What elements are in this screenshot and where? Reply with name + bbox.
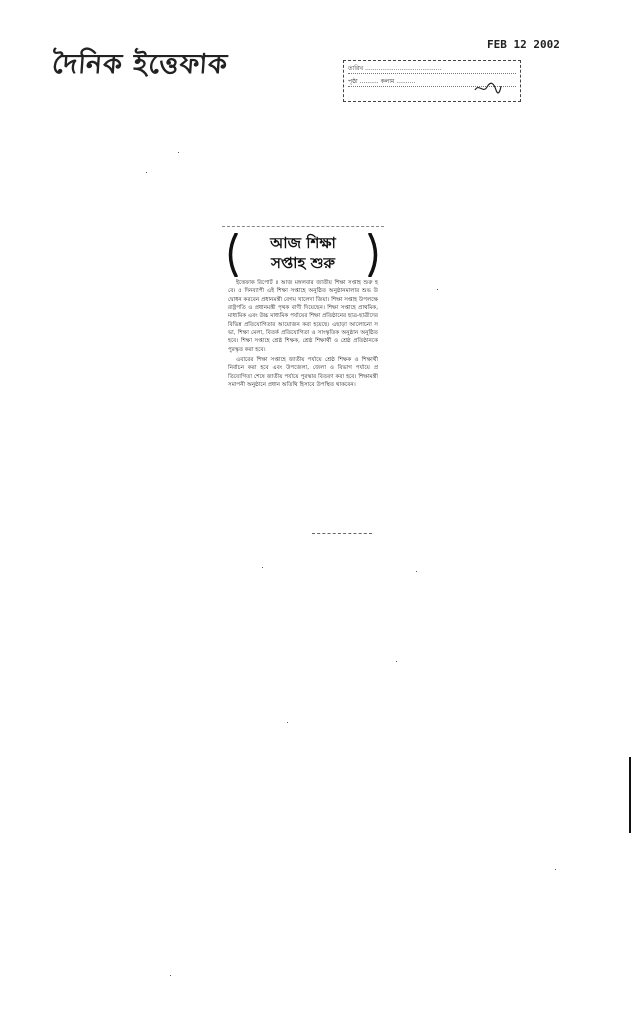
scan-speck [146, 172, 147, 173]
scan-speck [437, 289, 438, 290]
scan-speck [416, 571, 417, 572]
article-end-rule [312, 533, 372, 534]
scan-speck [555, 869, 556, 870]
scan-speck [396, 661, 397, 662]
headline-line-1: আজ শিক্ষা [270, 234, 336, 252]
clipping-record-box [343, 60, 521, 102]
signature-scribble-icon [474, 81, 502, 95]
date-stamp: FEB 12 2002 [487, 38, 560, 51]
article-headline [240, 233, 366, 273]
scan-edge-mark [629, 757, 631, 833]
newspaper-masthead: দৈনিক ইত্তেফাক [51, 49, 230, 80]
scan-speck [262, 567, 263, 568]
scan-speck [178, 152, 179, 153]
left-bracket-icon [224, 233, 238, 277]
article-body [228, 279, 378, 389]
right-bracket-icon [368, 233, 382, 277]
headline-line-2: সপ্তাহ শুরু [270, 254, 336, 272]
article-headline-block [222, 231, 384, 279]
scan-speck [170, 975, 171, 976]
clip-page-line: পৃষ্ঠা .......... কলাম .......... [348, 77, 516, 87]
scan-speck [287, 722, 288, 723]
article-paragraph-2: এবারের শিক্ষা সপ্তাহে জাতীয় পর্যায়ে শ্রেষ্ঠ শিক্ষক ও শিক্ষার্থী নির্বাচন করা হবে এবং উপজেলা, জেলা ও বিভাগ পর্যায়ে প্রতিযোগিতা শেষে জাতীয় পর্যায়ে পুরস্কার বিতরণ করা হবে। শিক্ষামন্ত্রী সমাপনী অনুষ্ঠানে প্রধান অতিথি হিসাবে উপস্থিত থাকবেন। [228, 357, 378, 389]
news-article-clipping [222, 226, 384, 538]
article-paragraph-1: ইত্তেফাক রিপোর্ট ॥ আজ মঙ্গলবার জাতীয় শিক্ষা সপ্তাহ শুরু হবে। ৫ দিনব্যাপী এই শিক্ষা সপ্তাহে অনুষ্ঠিত অনুষ্ঠানমালার শুভ উদ্বোধন করবেন প্রধানমন্ত্রী বেগম খালেদা জিয়া। শিক্ষা সপ্তাহ উপলক্ষে রাষ্ট্রপতি ও প্রধানমন্ত্রী পৃথক বাণী দিয়েছেন। শিক্ষা সপ্তাহে প্রাথমিক, মাধ্যমিক এবং উচ্চ মাধ্যমিক পর্যায়ের শিক্ষা প্রতিষ্ঠানের ছাত্র-ছাত্রীদের বিভিন্ন প্রতিযোগিতার আয়োজন করা হয়েছে। এছাড়া আলোচনা সভা, শিক্ষা মেলা, বিতর্ক প্রতিযোগিতা ও সাংস্কৃতিক অনুষ্ঠান অনুষ্ঠিত হবে। শিক্ষা সপ্তাহে শ্রেষ্ঠ শিক্ষক, শ্রেষ্ঠ শিক্ষার্থী ও শ্রেষ্ঠ প্রতিষ্ঠানকে পুরস্কৃত করা হবে। [228, 280, 378, 353]
clip-date-line: তারিখ ........................................ [348, 64, 516, 74]
